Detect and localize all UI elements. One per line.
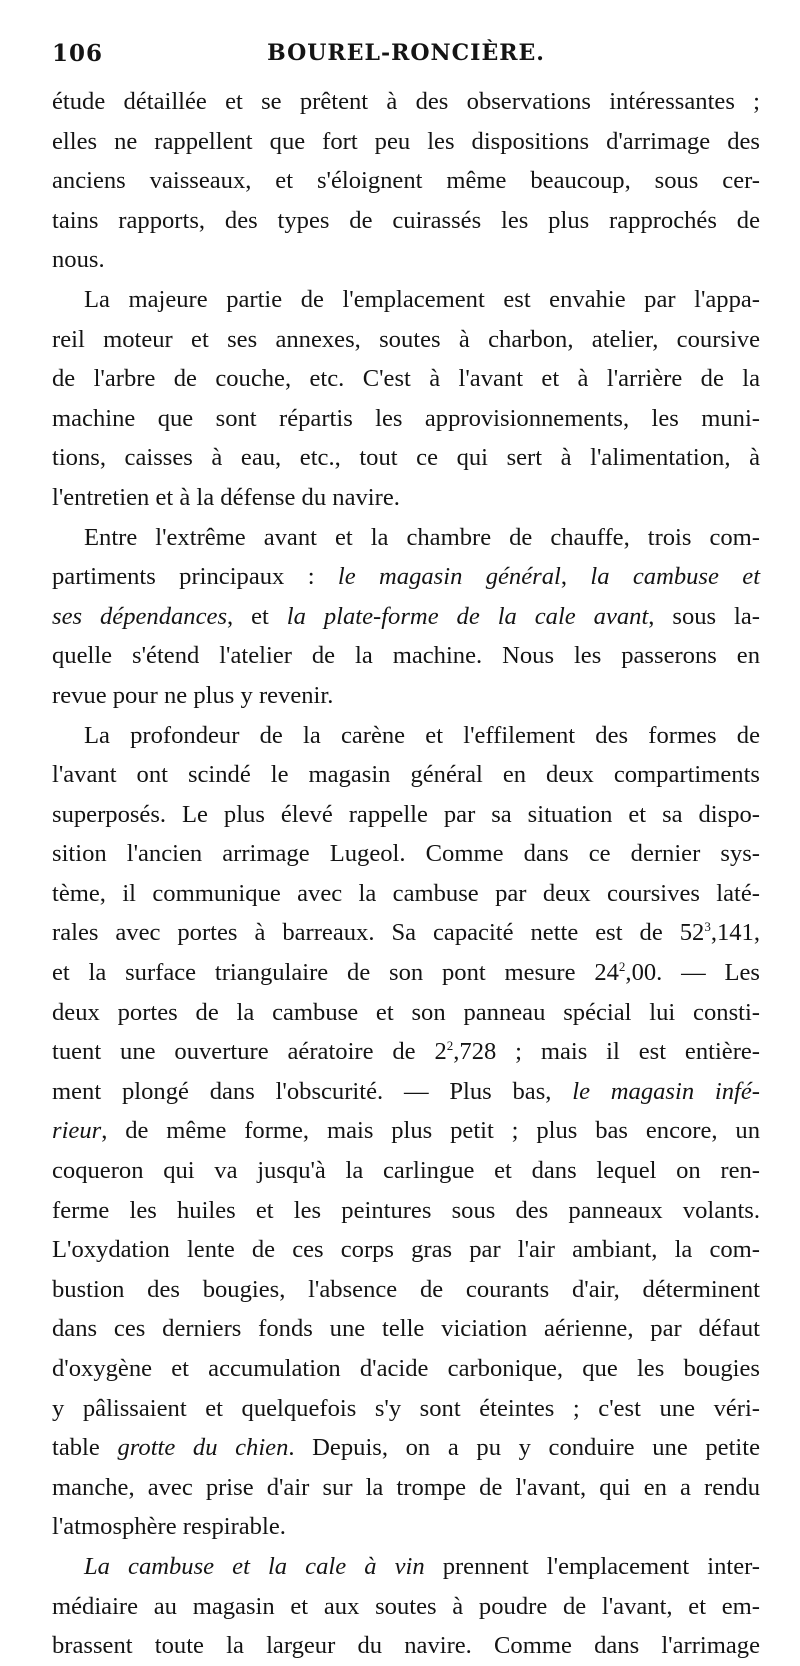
text-line: tuent une ouverture aératoire de $2^2,728$ ; mais il est entière-: [52, 1038, 760, 1066]
text-line: l'atmosphère respirable.: [52, 1513, 286, 1541]
text-line: et la surface triangulaire de son pont mesure $24^2,00$. — Les: [52, 958, 761, 987]
text-line: machine que sont répartis les approvisionnements, les muni-: [52, 404, 760, 432]
page-header: [52, 40, 760, 74]
text-line: tème, il communique avec la cambuse par deux coursives laté-: [52, 879, 760, 907]
text-line: ment plongé dans l'obscurité. — Plus bas, le magasin infé-: [52, 1077, 760, 1105]
text-line: manche, avec prise d'air sur la trompe de l'avant, qui en a rendu: [52, 1473, 760, 1501]
text-line: partiments principaux : le magasin général, la cambuse et: [52, 563, 761, 591]
text-line: bustion des bougies, l'absence de courants d'air, déterminent: [52, 1275, 760, 1303]
text-line: ses dépendances, et la plate-forme de la cale avant, sous la-: [52, 602, 760, 630]
text-line: l'entretien et à la défense du navire.: [52, 483, 400, 511]
text-line: nous.: [52, 246, 105, 274]
paragraph-start-line: La majeure partie de l'emplacement est envahie par l'appa-: [84, 285, 760, 313]
text-line: dans ces derniers fonds une telle viciation aérienne, par défaut: [52, 1315, 760, 1343]
text-line: deux portes de la cambuse et son panneau spécial lui consti-: [52, 998, 760, 1026]
text-line: L'oxydation lente de ces corps gras par l'air ambiant, la com-: [52, 1236, 760, 1264]
text-line: sition l'ancien arrimage Lugeol. Comme dans ce dernier sys-: [52, 840, 760, 868]
paragraph-start-line: La profondeur de la carène et l'effilement des formes de: [84, 721, 760, 749]
text-line: médiaire au magasin et aux soutes à poudre de l'avant, et em-: [52, 1592, 760, 1620]
text-line: l'avant ont scindé le magasin général en deux compartiments: [52, 761, 760, 789]
text-line: reil moteur et ses annexes, soutes à charbon, atelier, coursive: [52, 325, 760, 353]
text-line: tains rapports, des types de cuirassés les plus rapprochés de: [52, 206, 760, 234]
text-line: rales avec portes à barreaux. Sa capacité nette est de $52^3,141$,: [52, 919, 760, 947]
text-line: ferme les huiles et les peintures sous des panneaux volants.: [52, 1196, 760, 1224]
text-line: de l'arbre de couche, etc. C'est à l'avant et à l'arrière de la: [52, 365, 760, 393]
text-line: d'oxygène et accumulation d'acide carbonique, que les bougies: [52, 1355, 760, 1382]
running-head: BOUREL-RONCIÈRE.: [267, 40, 545, 66]
body-text: [52, 82, 760, 1666]
text-line: rieur, de même forme, mais plus petit ; plus bas encore, un: [52, 1117, 760, 1145]
page-number: 106: [52, 40, 104, 67]
text-line: table grotte du chien. Depuis, on a pu y conduire une petite: [52, 1434, 760, 1462]
text-line: revue pour ne plus y revenir.: [52, 681, 334, 709]
paragraph-start-line: La cambuse et la cale à vin prennent l'emplacement inter-: [84, 1552, 760, 1580]
text-line: coqueron qui va jusqu'à la carlingue et dans lequel on ren-: [52, 1157, 760, 1185]
text-line: superposés. Le plus élevé rappelle par sa situation et sa dispo-: [52, 800, 760, 828]
text-line: y pâlissaient et quelquefois s'y sont éteintes ; c'est une véri-: [52, 1394, 760, 1422]
text-line: elles ne rappellent que fort peu les dispositions d'arrimage des: [52, 127, 760, 155]
text-line: étude détaillée et se prêtent à des observations intéressantes ;: [52, 88, 760, 115]
paragraph-start-line: Entre l'extrême avant et la chambre de chauffe, trois com-: [84, 523, 760, 551]
text-line: tions, caisses à eau, etc., tout ce qui sert à l'alimentation, à: [52, 444, 760, 472]
text-line: quelle s'étend l'atelier de la machine. Nous les passerons en: [52, 642, 760, 670]
text-line: anciens vaisseaux, et s'éloignent même beaucoup, sous cer-: [52, 167, 760, 195]
text-line: brassent toute la largeur du navire. Comme dans l'arrimage: [52, 1632, 760, 1660]
